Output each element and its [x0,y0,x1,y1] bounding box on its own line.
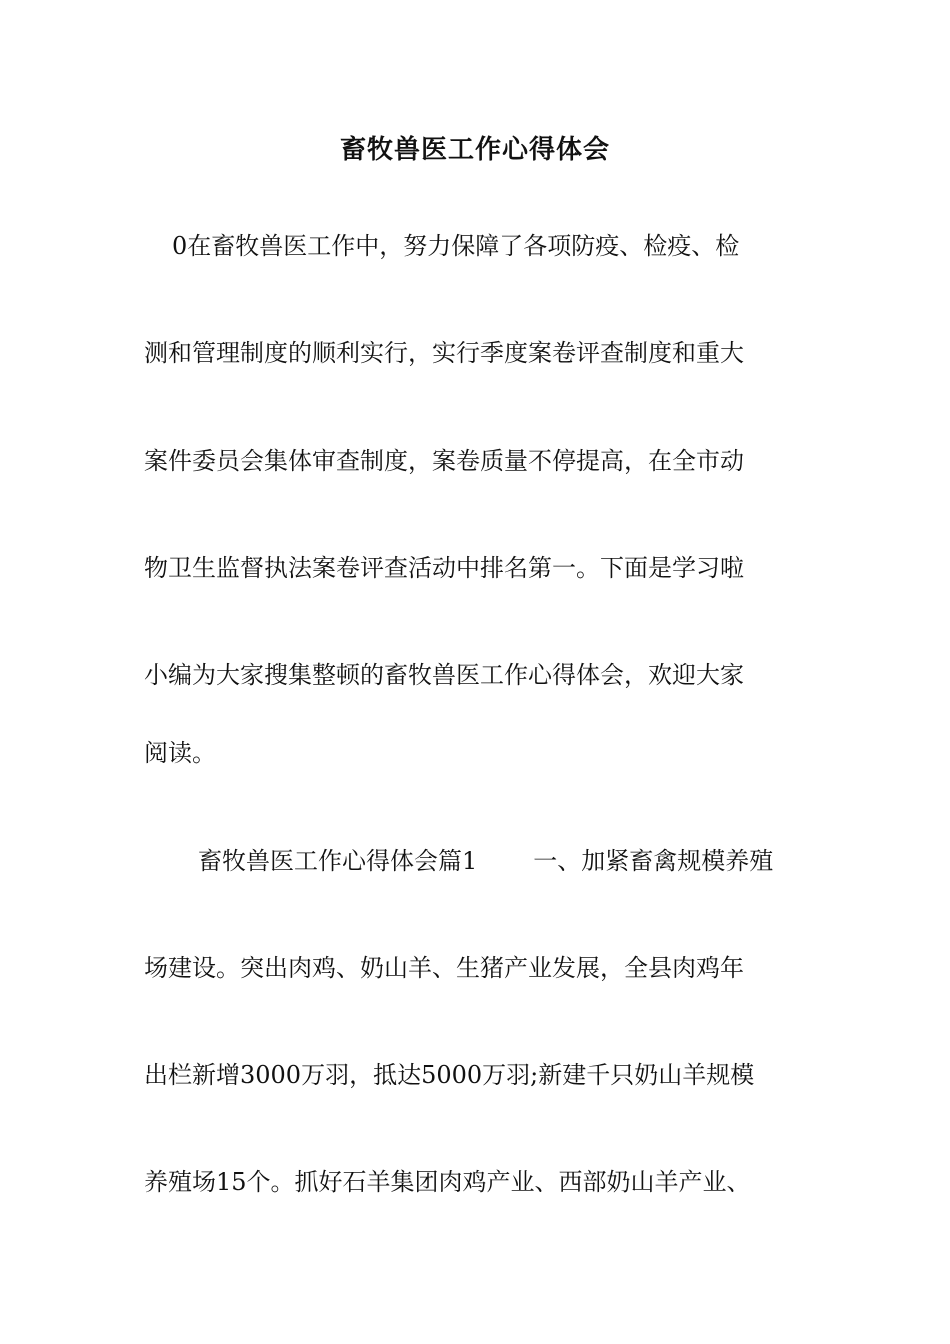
paragraph-line: 测和管理制度的顺利实行，实行季度案卷评查制度和重大 [144,339,744,367]
document-title: 畜牧兽医工作心得体会 [339,135,610,165]
section-first-line [198,845,806,877]
paragraph-line: 0在畜牧兽医工作中，努力保障了各项防疫、检疫、检 [172,232,740,260]
paragraph-line: 小编为大家搜集整顿的畜牧兽医工作心得体会，欢迎大家 [144,661,744,689]
paragraph-line: 场建设。突出肉鸡、奶山羊、生猪产业发展，全县肉鸡年 [144,954,744,982]
paragraph-line: 案件委员会集体审查制度，案卷质量不停提高，在全市动 [144,447,744,475]
paragraph-line: 阅读。 [144,739,216,767]
paragraph-line: 物卫生监督执法案卷评查活动中排名第一。下面是学习啦 [144,554,744,582]
section-text: 一、加紧畜禽规模养殖 [533,847,774,875]
paragraph-line: 出栏新增3000万羽，抵达5000万羽;新建千只奶山羊规模 [144,1061,755,1089]
section-heading: 畜牧兽医工作心得体会篇1 [198,847,478,875]
paragraph-line: 养殖场15个。抓好石羊集团肉鸡产业、西部奶山羊产业、 [144,1168,751,1196]
